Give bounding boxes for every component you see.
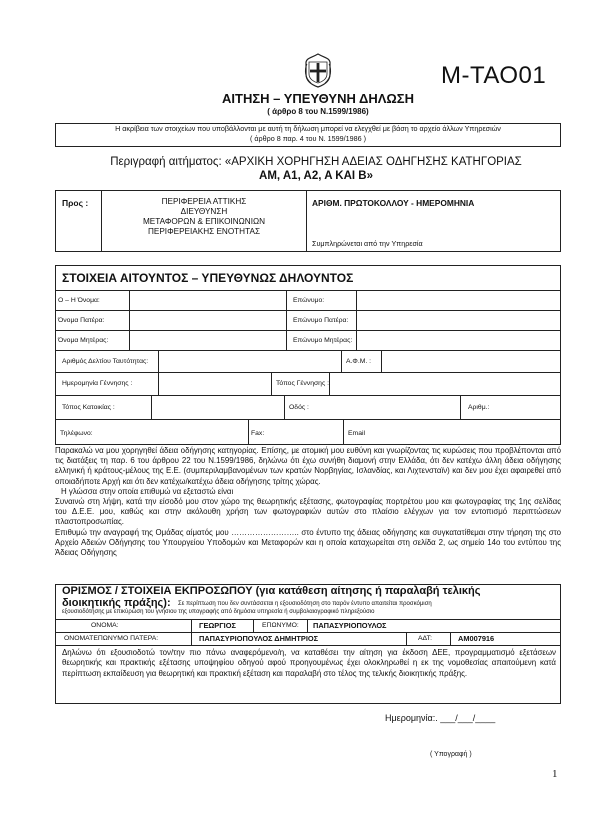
service-note: Συμπληρώνεται από την Υπηρεσία xyxy=(312,239,423,248)
column-line xyxy=(253,619,254,632)
phone-label: Τηλέφωνο: xyxy=(60,430,93,437)
row-line xyxy=(56,395,560,396)
column-line xyxy=(248,419,249,444)
representative-title: ΟΡΙΣΜΟΣ / ΣΤΟΙΧΕΙΑ ΕΚΠΡΟΣΩΠΟΥ (για κατάθεση αίτησης ή παραλαβή τελικής xyxy=(62,585,481,597)
row-line xyxy=(56,350,560,351)
authority-line: ΜΕΤΑΦΟΡΩΝ & ΕΠΙΚΟΙΝΩΝΙΩΝ xyxy=(142,217,266,226)
row-line xyxy=(56,645,560,646)
column-line xyxy=(284,395,285,419)
declaration-text xyxy=(55,446,561,558)
column-line xyxy=(450,632,451,645)
birth-place-label: Τόπος Γέννησης : xyxy=(276,380,330,387)
representative-title-line-2: διοικητικής πράξης): xyxy=(62,597,171,609)
accuracy-note-line-1: Η ακρίβεια των στοιχείων που υποβάλλονται με αυτή τη δήλωση μπορεί να ελεγχθεί με βάση το αρχείο άλλων Υπηρεσιών xyxy=(115,124,501,133)
name-label: Ο – Η Όνομα: xyxy=(58,297,100,304)
accuracy-note-line-2: ( άρθρο 8 παρ. 4 του Ν. 1599/1986 ) xyxy=(249,134,366,143)
row-line xyxy=(56,290,560,291)
column-line xyxy=(191,619,192,645)
column-line xyxy=(341,350,342,372)
representative-note-line-2: εξουσιοδότησης με επικύρωση του γνήσιου της υπογραφής από δημόσια υπηρεσία ή συμβολαιογραφικό πληρεξούσιο xyxy=(62,609,375,615)
form-code: Μ-ΤΑΟ01 xyxy=(441,62,547,89)
column-line xyxy=(151,395,152,419)
rep-name-value: ΓΕΩΡΓΙΟΣ xyxy=(199,621,236,630)
father-surname-label: Επώνυμο Πατέρα: xyxy=(293,317,349,324)
recipient-authority xyxy=(108,197,300,237)
column-line xyxy=(329,372,330,395)
column-line xyxy=(271,372,272,395)
divider xyxy=(306,191,307,251)
row-line xyxy=(56,632,560,633)
authority-line: ΠΕΡΙΦΕΡΕΙΑΚΗΣ ΕΝΟΤΗΤΑΣ xyxy=(147,227,261,236)
authorization-text: Δηλώνω ότι εξουσιοδοτώ τον/την πιο πάνω αναφερόμενο/η, να καταθέσει την αίτηση για έκδοση ΔΕΕ, προγραμματισμό εξετάσεων θεωρητικής και πρακτικής εξέτασης υποψηφίου οδηγού αφού προηγουμένως έχει ολοκληρωθεί η εκ της νομοθεσίας απαιτούμενη κατά περίπτωση εκπαίδευση για θεωρητική και πρακτική εξέταση και παραλαβή στο τέλος της τελικής διοικητικής πράξης. xyxy=(62,648,556,678)
protocol-number-label: ΑΡΙΘΜ. ΠΡΩΤΟΚΟΛΛΟΥ - ΗΜΕΡΟΜΗΝΙΑ xyxy=(312,198,475,208)
request-description-line-2: AM, A1, A2, A KAI B» xyxy=(259,170,373,182)
column-line xyxy=(460,395,461,419)
rep-id-label: ΑΔΤ: xyxy=(418,635,432,642)
column-line xyxy=(356,290,357,350)
declaration-paragraph: Παρακαλώ να μου χορηγηθεί άδεια οδήγησης κατηγορίας. Επίσης, με ατομική μου ευθύνη και γνωρίζοντας τις κυρώσεις που προβλέπονται από τις διατάξεις τη παρ. 6 του άρθρου 22 του Ν.1599/1986, δηλώνω ότι έχω συνήθη διαμονή στην Ελλάδα, ότι δεν κατέχω άλλη άδεια οδήγησης ελληνική ή κράτους-μέλους της Ε.Ε. (συμπεριλαμβανομένων των κρατών Νορβηγίας, Ισλανδίας, και Λιχτενσταϊν) και δεν μου έχει αφαιρεθεί από οποιαδήποτε Αρχή και ότι δεν κατέχω/κατέχω άδεια οδήγησης τρίτης χώρας. xyxy=(55,446,561,486)
rep-surname-label: ΕΠΩΝΥΜΟ: xyxy=(262,622,299,629)
column-line xyxy=(158,372,159,395)
birth-date-label: Ημερομηνία Γέννησης : xyxy=(62,380,133,387)
mother-surname-label: Επώνυμο Μητέρας: xyxy=(293,337,353,344)
declaration-paragraph: Επιθυμώ την αναγραφή της Ομάδας αίματός μου …………………….. στο έντυπο της άδειας οδήγησης και συγκατατίθεμαι στην τήρηση της στο Αρχείο Αδειών Οδήγησης του Υπουργείου Υποδομών και Μεταφορών και η οποία καταχωρείται στη σελίδα 2, ως σημείο 14ο του εντύπου της Άδειας Οδήγησης xyxy=(55,527,561,558)
surname-label: Επώνυμο: xyxy=(293,297,325,304)
form-title: ΑΙΤΗΣΗ – ΥΠΕΥΘΥΝΗ ΔΗΛΩΣΗ xyxy=(222,91,414,106)
rep-surname-value: ΠΑΠΑΣΥΡΙΟΠΟΥΛΟΣ xyxy=(313,621,387,630)
signature-label: ( Υπογραφή ) xyxy=(430,751,472,758)
representative-section xyxy=(55,584,561,704)
column-line xyxy=(381,350,382,372)
row-line xyxy=(56,419,560,420)
recipient-box xyxy=(55,190,561,252)
applicant-section-title: ΣΤΟΙΧΕΙΑ ΑΙΤΟΥΝΤΟΣ – ΥΠΕΥΘΥΝΩΣ ΔΗΛΟΥΝΤΟΣ xyxy=(62,271,354,285)
id-number-label: Αριθμός Δελτίου Ταυτότητας: xyxy=(62,358,149,365)
father-name-label: Όνομα Πατέρα: xyxy=(58,317,105,324)
date-field: Ημερομηνία:. ___/___/____ xyxy=(385,713,496,723)
row-line xyxy=(56,310,560,311)
fax-label: Fax: xyxy=(251,430,265,437)
rep-id-value: ΑΜ007916 xyxy=(458,634,495,643)
column-line xyxy=(158,350,159,372)
accuracy-note-box xyxy=(55,123,561,147)
rep-father-label: ΟΝΟΜΑΤΕΠΩΝΥΜΟ ΠΑΤΕΡΑ: xyxy=(64,635,159,642)
greek-state-emblem-icon xyxy=(303,52,333,88)
column-line xyxy=(343,419,344,444)
afm-label: Α.Φ.Μ. : xyxy=(346,358,372,365)
applicant-section xyxy=(55,265,561,445)
residence-label: Τόπος Κατοικίας : xyxy=(62,404,115,411)
declaration-paragraph: Συναινώ στη λήψη, κατά την είσοδό μου στον χώρο της θεωρητικής εξέτασης, φωτογραφίας πορτρέτου μου και φωτογραφίας της 1ης σελίδας του Δ.Ε.Ε. μου, καθώς και στην ακόλουθη χρήση των φωτογραφιών αυτών στο πλαίσιο ελέγχων για τον εντοπισμό περιπτώσεων πλαστοπροσωπίας. xyxy=(55,497,561,527)
street-label: Οδός : xyxy=(289,404,309,411)
row-line xyxy=(56,372,560,373)
page-number: 1 xyxy=(552,768,558,780)
authority-line: ΠΕΡΙΦΕΡΕΙΑ ΑΤΤΙΚΗΣ xyxy=(161,197,247,206)
column-line xyxy=(307,619,308,632)
form-subtitle: ( άρθρο 8 του Ν.1599/1986) xyxy=(267,107,369,116)
column-line xyxy=(286,290,287,350)
authority-line: ΔΙΕΥΘΥΝΣΗ xyxy=(180,207,228,216)
rep-name-label: ΟΝΟΜΑ: xyxy=(91,622,119,629)
column-line xyxy=(129,290,130,350)
representative-note: Σε περίπτωση που δεν συντάσσεται η εξουσιοδότηση στο παρόν έντυπο απαιτείται προσκόμιση xyxy=(178,601,432,607)
row-line xyxy=(56,330,560,331)
declaration-paragraph: Η γλώσσα στην οποία επιθυμώ να εξεταστώ είναι xyxy=(61,486,234,496)
recipient-label: Προς : xyxy=(62,198,89,208)
rep-father-value: ΠΑΠΑΣΥΡΙΟΠΟΥΛΟΣ ΔΗΜΗΤΡΙΟΣ xyxy=(199,634,319,643)
email-label: Email xyxy=(348,430,365,437)
street-number-label: Αριθμ.: xyxy=(468,404,490,411)
divider xyxy=(101,191,102,251)
column-line xyxy=(406,632,407,645)
request-description-line-1: Περιγραφή αιτήματος: «ΑΡΧΙΚΗ ΧΟΡΗΓΗΣΗ ΑΔΕΙΑΣ ΟΔΗΓΗΣΗΣ ΚΑΤΗΓΟΡΙΑΣ xyxy=(110,156,522,168)
row-line xyxy=(56,619,560,620)
mother-name-label: Όνομα Μητέρας: xyxy=(58,337,109,344)
